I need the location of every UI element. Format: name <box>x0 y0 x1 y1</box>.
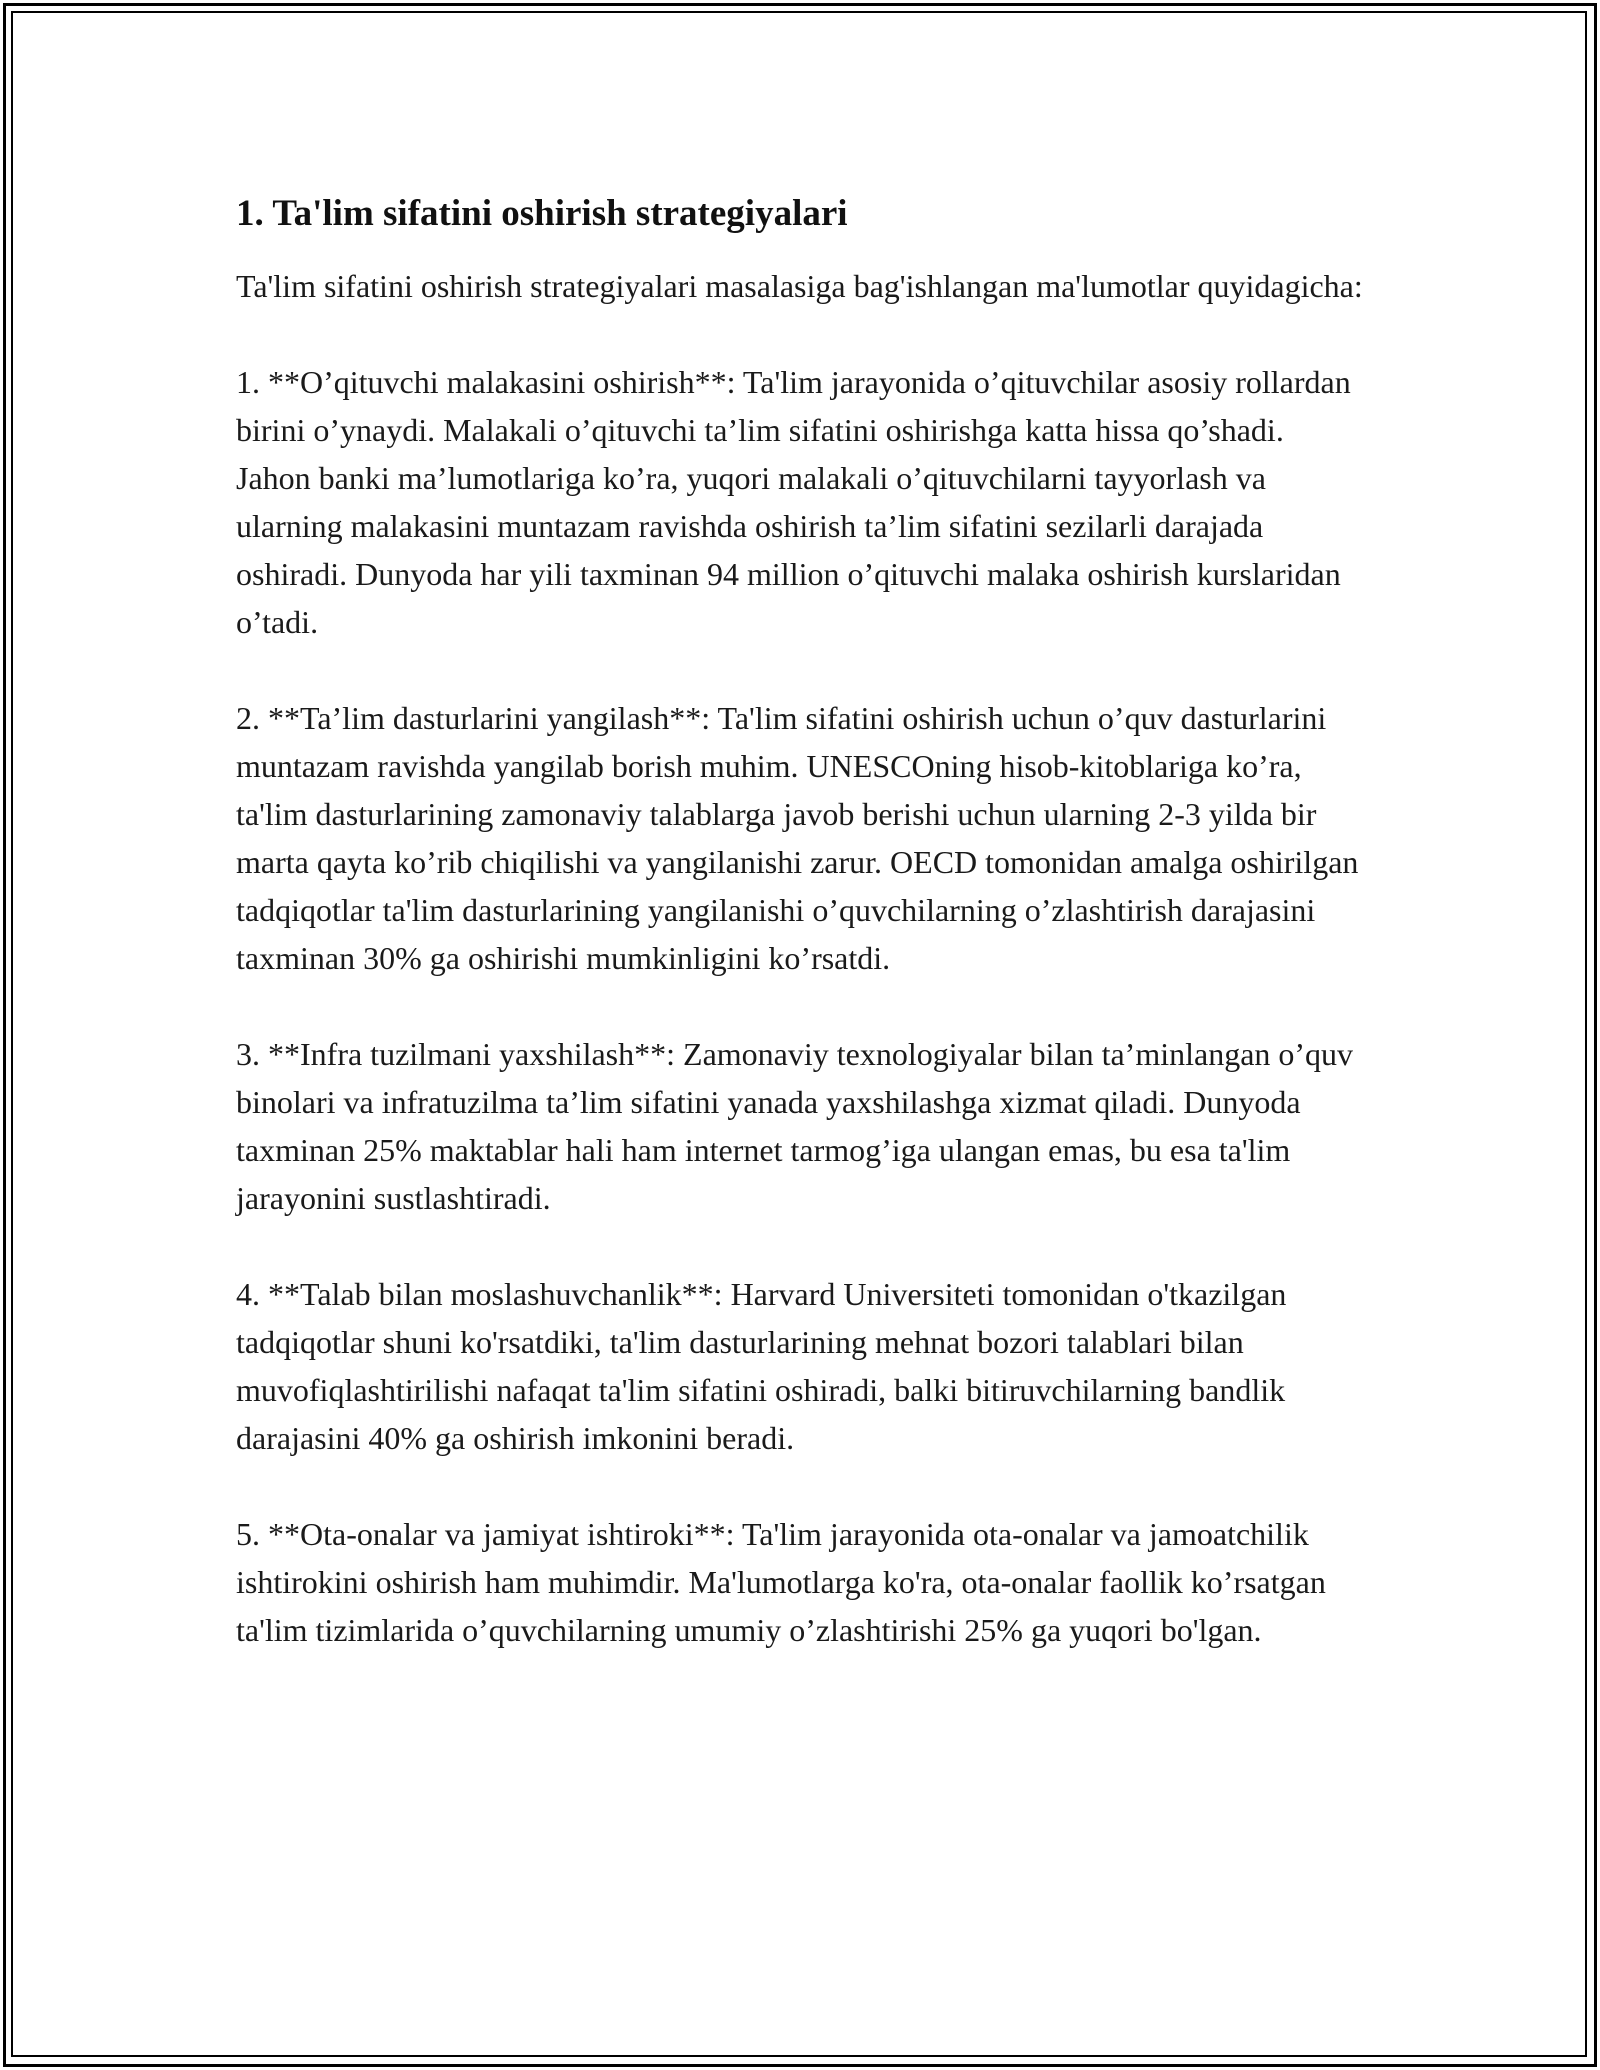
strategy-item-3: 3. **Infra tuzilmani yaxshilash**: Zamonaviy texnologiyalar bilan ta’minlangan o’quv binolari va infratuzilma ta’lim sifatini yanada yaxshilashga xizmat qiladi. Dunyoda taxminan 25% maktablar hali ham internet tarmog’iga ulangan emas, bu esa ta'lim jarayonini sustlashtiradi. <box>236 1036 1354 1216</box>
document-title: 1. Ta'lim sifatini oshirish strategiyalari <box>236 193 848 234</box>
intro-paragraph: Ta'lim sifatini oshirish strategiyalari masalasiga bag'ishlangan ma'lumotlar quyidagicha: <box>236 268 1363 304</box>
document-body <box>236 186 1366 1654</box>
strategy-item-2: 2. **Ta’lim dasturlarini yangilash**: Ta'lim sifatini oshirish uchun o’quv dasturlarini muntazam ravishda yangilab borish muhim. UNESCOning hisob-kitoblariga ko’ra, ta'lim dasturlarining zamonaviy talablarga javob berishi uchun ularning 2-3 yilda bir marta qayta ko’rib chiqilishi va yangilanishi zarur. OECD tomonidan amalga oshirilgan tadqiqotlar ta'lim dasturlarining yangilanishi o’quvchilarning o’zlashtirish darajasini taxminan 30% ga oshirishi mumkinligini ko’rsatdi. <box>236 700 1359 976</box>
strategy-item-1: 1. **O’qituvchi malakasini oshirish**: Ta'lim jarayonida o’qituvchilar asosiy rollardan birini o’ynaydi. Malakali o’qituvchi ta’lim sifatini oshirishga katta hissa qo’shadi. Jahon banki ma’lumotlariga ko’ra, yuqori malakali o’qituvchilarni tayyorlash va ularning malakasini muntazam ravishda oshirish ta’lim sifatini sezilarli darajada oshiradi. Dunyoda har yili taxminan 94 million o’qituvchi malaka oshirish kurslaridan o’tadi. <box>236 364 1351 640</box>
strategy-item-4: 4. **Talab bilan moslashuvchanlik**: Harvard Universiteti tomonidan o'tkazilgan tadqiqotlar shuni ko'rsatdiki, ta'lim dasturlarining mehnat bozori talablari bilan muvofiqlashtirilishi nafaqat ta'lim sifatini oshiradi, balki bitiruvchilarning bandlik darajasini 40% ga oshirish imkonini beradi. <box>236 1276 1287 1456</box>
strategy-item-5: 5. **Ota-onalar va jamiyat ishtiroki**: Ta'lim jarayonida ota-onalar va jamoatchilik ishtirokini oshirish ham muhimdir. Ma'lumotlarga ko'ra, ota-onalar faollik ko’rsatgan ta'lim tizimlarida o’quvchilarning umumiy o’zlashtirishi 25% ga yuqori bo'lgan. <box>236 1516 1326 1648</box>
